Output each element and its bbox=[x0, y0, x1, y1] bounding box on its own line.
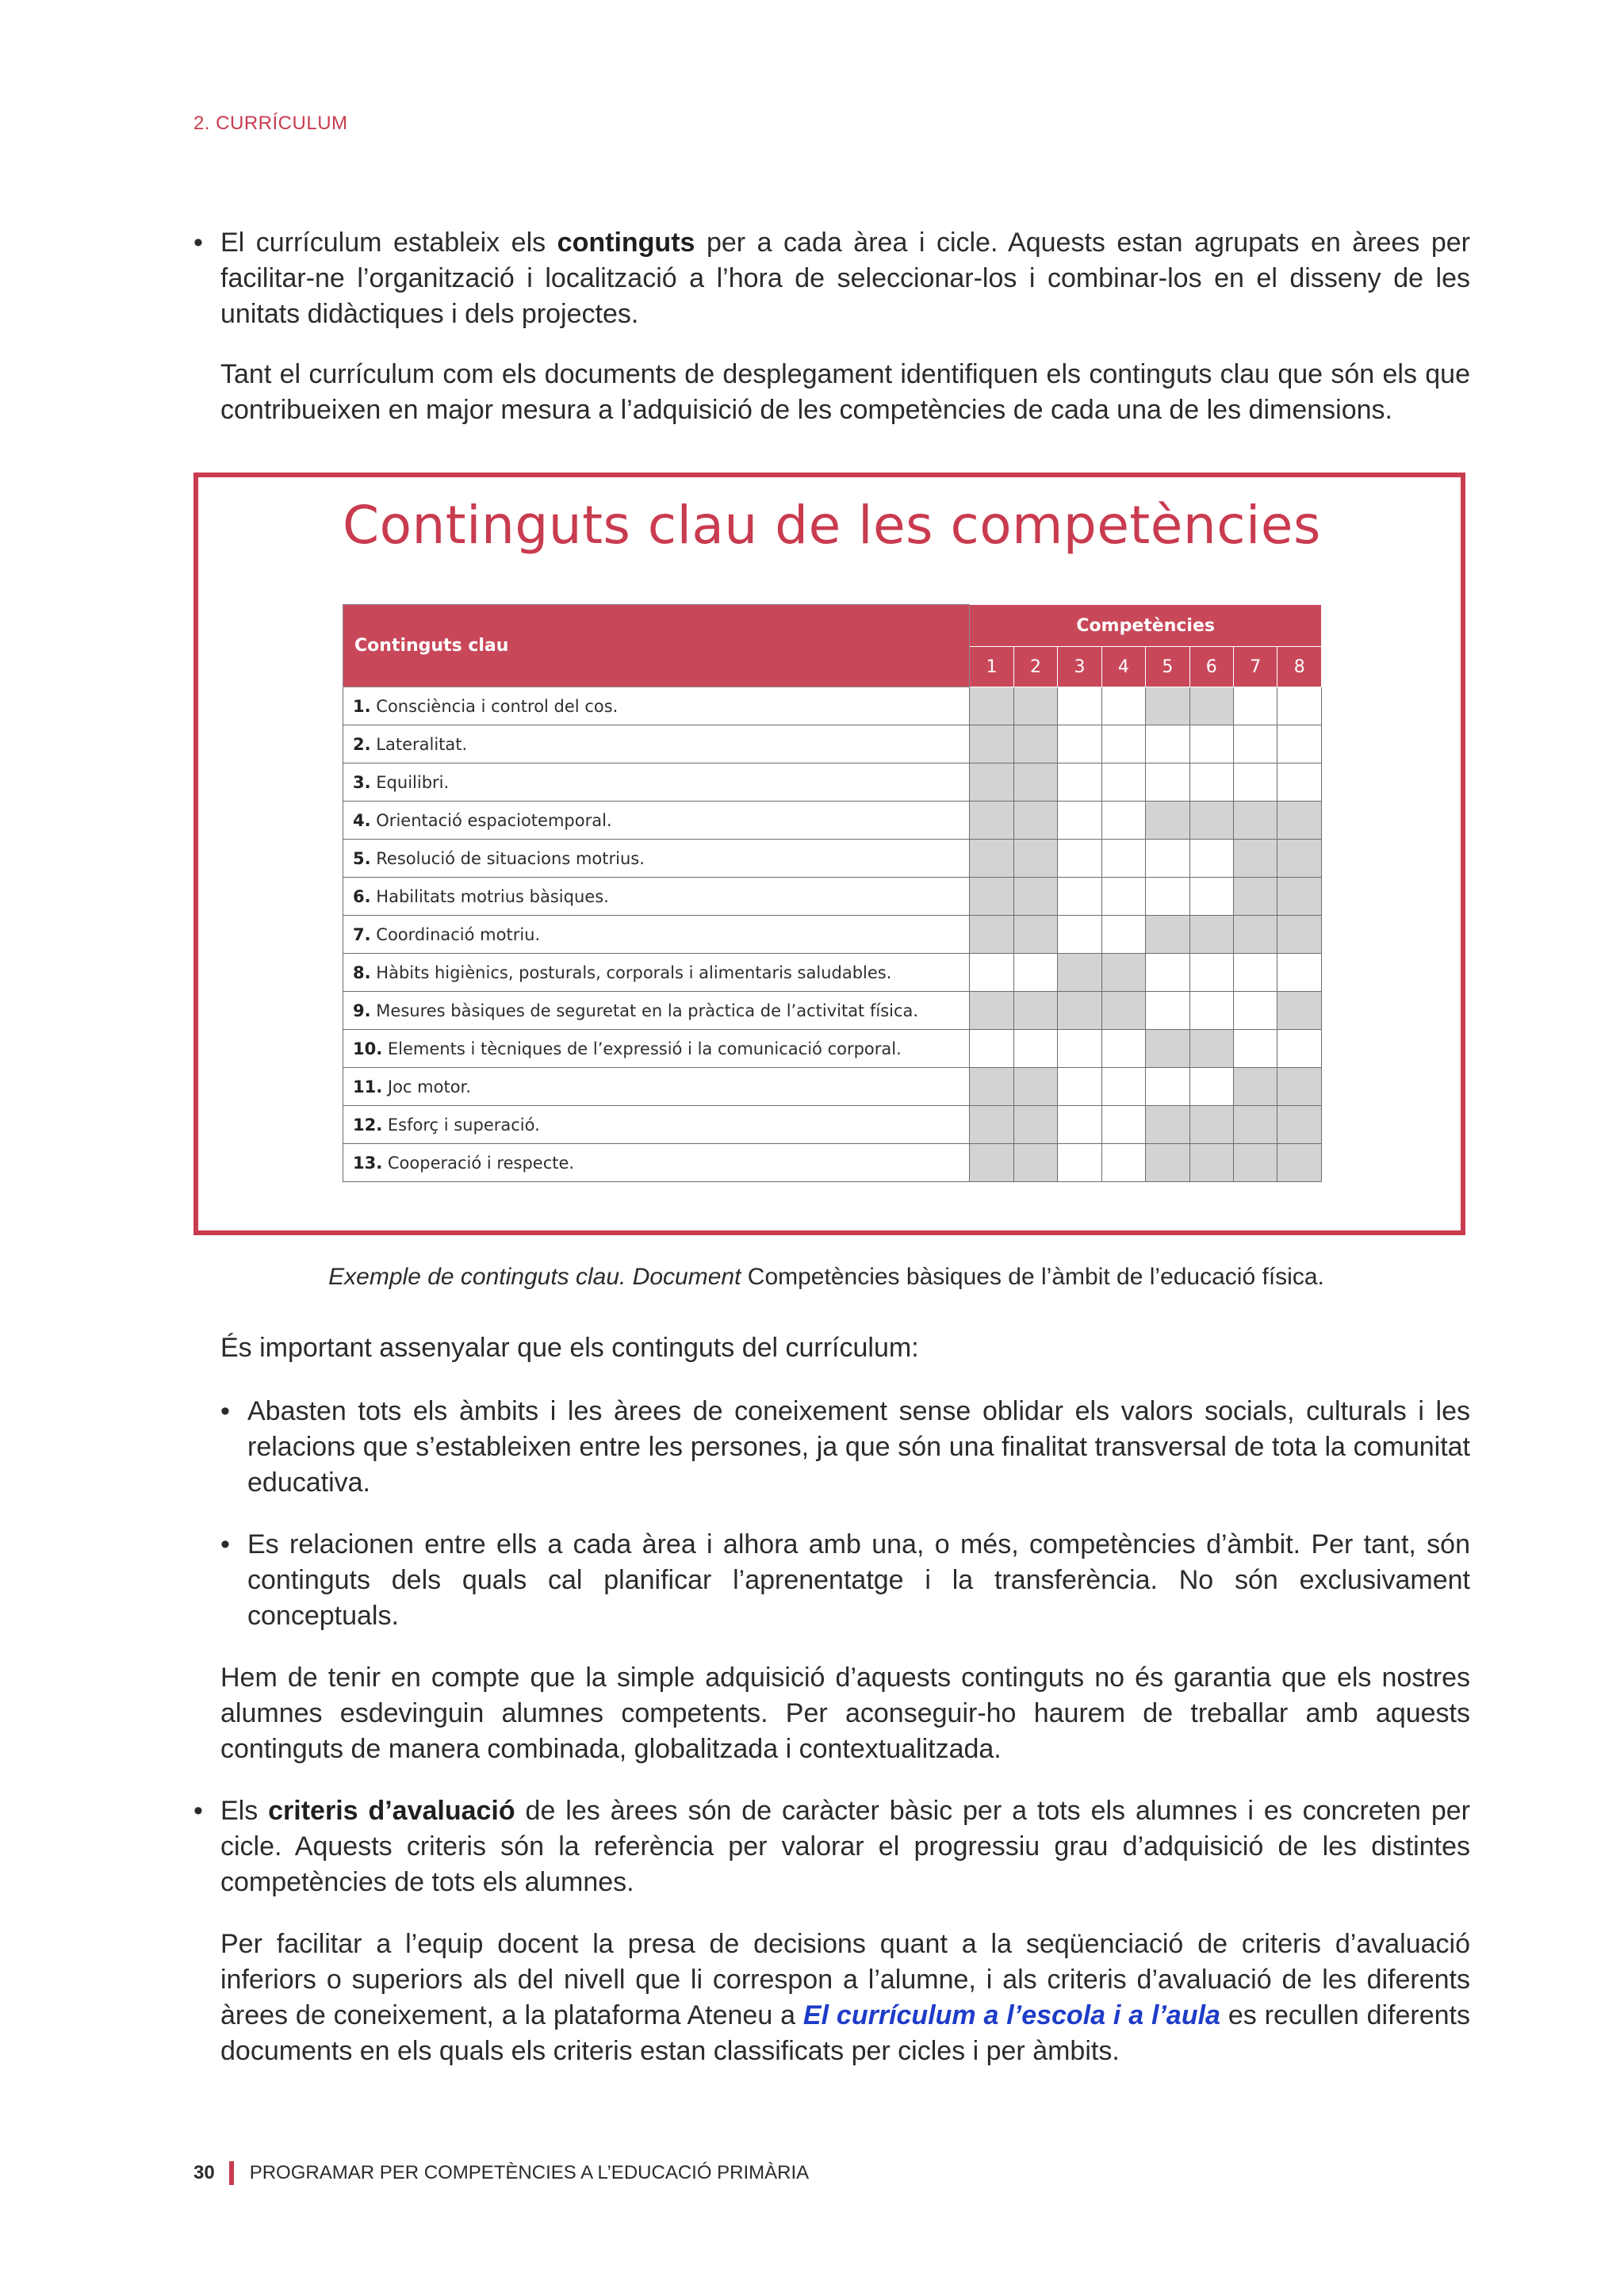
table-row bbox=[343, 954, 1322, 992]
empty-cell bbox=[1101, 802, 1145, 840]
empty-cell bbox=[1234, 725, 1277, 763]
marked-cell bbox=[1234, 878, 1277, 916]
bold-term: continguts bbox=[557, 228, 695, 258]
marked-cell bbox=[1058, 992, 1101, 1030]
marked-cell bbox=[1146, 802, 1189, 840]
table-row bbox=[343, 802, 1322, 840]
paragraph-garantia: Hem de tenir en compte que la simple adquisició d’aquests continguts no és garantia que els nostres alumnes esdevinguin alumnes competents. Per aconseguir-ho haurem de treballar amb aquests continguts de manera combinada, globalitzada i contextualitzada. bbox=[220, 1663, 1470, 1764]
marked-cell bbox=[970, 916, 1013, 954]
footer-title: PROGRAMAR PER COMPETÈNCIES A L’EDUCACIÓ PRIMÀRIA bbox=[249, 2162, 810, 2183]
marked-cell bbox=[1146, 1106, 1189, 1144]
empty-cell bbox=[1058, 1030, 1101, 1068]
bullet-marker: • bbox=[193, 1796, 203, 1826]
paragraph-ateneu: Per facilitar a l’equip docent la presa de decisions quant a la seqüenciació de criteris d’avaluació inferiors o superiors als del nivell que li correspon a l’alumne, i als criteris d’avaluació de les diferents àrees de coneixement, a la plataforma Ateneu a El currículum a l’escola i a l’aula es recullen diferents documents en els quals els criteris estan classificats per cicles i per àmbits. bbox=[220, 1929, 1470, 2066]
marked-cell bbox=[970, 687, 1013, 725]
table-row bbox=[343, 1144, 1322, 1182]
empty-cell bbox=[1234, 1030, 1277, 1068]
marked-cell bbox=[1234, 1068, 1277, 1106]
empty-cell bbox=[1058, 916, 1101, 954]
marked-cell bbox=[1146, 916, 1189, 954]
competence-number-8: 8 bbox=[1277, 647, 1322, 687]
marked-cell bbox=[1013, 1106, 1057, 1144]
empty-cell bbox=[1234, 687, 1277, 725]
marked-cell bbox=[1277, 878, 1322, 916]
empty-cell bbox=[1234, 992, 1277, 1030]
section-label: 2. CURRÍCULUM bbox=[193, 113, 348, 134]
marked-cell bbox=[1013, 1068, 1057, 1106]
row-label: 11. Joc motor. bbox=[343, 1068, 970, 1106]
empty-cell bbox=[1189, 840, 1233, 878]
empty-cell bbox=[1189, 763, 1233, 802]
row-label: 9. Mesures bàsiques de seguretat en la pràctica de l’activitat física. bbox=[343, 992, 970, 1030]
marked-cell bbox=[1189, 916, 1233, 954]
bullet-abasten: • Abasten tots els àmbits i les àrees de coneixement sense oblidar els valors socials, culturals i les relacions que s’estableixen entre les persones, ja que són una finalitat transversal de tota la comunitat educativa. bbox=[247, 1394, 1470, 1501]
marked-cell bbox=[970, 1068, 1013, 1106]
marked-cell bbox=[1277, 916, 1322, 954]
empty-cell bbox=[1277, 687, 1322, 725]
row-label: 13. Cooperació i respecte. bbox=[343, 1144, 970, 1182]
marked-cell bbox=[1189, 1144, 1233, 1182]
page-number: 30 bbox=[193, 2162, 215, 2183]
continguts-clau-table bbox=[343, 604, 1322, 1182]
row-label: 4. Orientació espaciotemporal. bbox=[343, 802, 970, 840]
table-row bbox=[343, 763, 1322, 802]
marked-cell bbox=[1058, 954, 1101, 992]
group-header-competencies: Competències bbox=[970, 605, 1322, 647]
marked-cell bbox=[1234, 916, 1277, 954]
row-label: 1. Consciència i control del cos. bbox=[343, 687, 970, 725]
table-row bbox=[343, 1106, 1322, 1144]
marked-cell bbox=[970, 1106, 1013, 1144]
table-row bbox=[343, 992, 1322, 1030]
marked-cell bbox=[1234, 1144, 1277, 1182]
marked-cell bbox=[1013, 802, 1057, 840]
empty-cell bbox=[970, 1030, 1013, 1068]
marked-cell bbox=[1277, 840, 1322, 878]
competence-number-2: 2 bbox=[1013, 647, 1057, 687]
competence-number-6: 6 bbox=[1189, 647, 1233, 687]
marked-cell bbox=[1146, 1144, 1189, 1182]
empty-cell bbox=[1101, 1030, 1145, 1068]
marked-cell bbox=[1101, 954, 1145, 992]
bullet-continguts: • El currículum estableix els continguts per a cada àrea i cicle. Aquests estan agrupats en àrees per facilitar-ne l’organització i localització a l’hora de seleccionar-los i combinar-los en el disseny de les unitats didàctiques i dels projectes. bbox=[220, 225, 1470, 332]
empty-cell bbox=[1146, 840, 1189, 878]
empty-cell bbox=[1101, 687, 1145, 725]
empty-cell bbox=[1146, 878, 1189, 916]
empty-cell bbox=[1058, 878, 1101, 916]
empty-cell bbox=[1058, 763, 1101, 802]
bullet-marker: • bbox=[220, 1529, 230, 1559]
empty-cell bbox=[1101, 1068, 1145, 1106]
empty-cell bbox=[1189, 992, 1233, 1030]
table-row bbox=[343, 687, 1322, 725]
marked-cell bbox=[1013, 763, 1057, 802]
bullet-relacionen: • Es relacionen entre ells a cada àrea i alhora amb una, o més, competències d’àmbit. Per tant, són continguts dels quals cal planificar l’aprenentatge i la transferència. No són exclusivament conceptuals. bbox=[247, 1527, 1470, 1634]
row-label: 5. Resolució de situacions motrius. bbox=[343, 840, 970, 878]
row-label: 12. Esforç i superació. bbox=[343, 1106, 970, 1144]
marked-cell bbox=[1189, 1030, 1233, 1068]
empty-cell bbox=[1101, 763, 1145, 802]
empty-cell bbox=[1058, 1144, 1101, 1182]
empty-cell bbox=[1234, 763, 1277, 802]
column-header-continguts: Continguts clau bbox=[343, 605, 970, 687]
table-row bbox=[343, 916, 1322, 954]
figure-caption: Exemple de continguts clau. Document Competències bàsiques de l’àmbit de l’educació física. bbox=[328, 1264, 1324, 1290]
marked-cell bbox=[1101, 992, 1145, 1030]
marked-cell bbox=[1013, 725, 1057, 763]
table-row bbox=[343, 1030, 1322, 1068]
table-row bbox=[343, 725, 1322, 763]
empty-cell bbox=[1277, 954, 1322, 992]
marked-cell bbox=[970, 763, 1013, 802]
empty-cell bbox=[1146, 992, 1189, 1030]
empty-cell bbox=[1146, 725, 1189, 763]
marked-cell bbox=[1013, 916, 1057, 954]
curriculum-link[interactable]: El currículum a l’escola i a l’aula bbox=[802, 2000, 1220, 2030]
competence-number-4: 4 bbox=[1101, 647, 1145, 687]
empty-cell bbox=[1058, 840, 1101, 878]
row-label: 8. Hàbits higiènics, posturals, corporals i alimentaris saludables. bbox=[343, 954, 970, 992]
empty-cell bbox=[970, 954, 1013, 992]
page-footer bbox=[193, 2161, 809, 2185]
empty-cell bbox=[1189, 878, 1233, 916]
marked-cell bbox=[1013, 840, 1057, 878]
figure-title: Continguts clau de les competències bbox=[343, 495, 1321, 556]
row-label: 6. Habilitats motrius bàsiques. bbox=[343, 878, 970, 916]
empty-cell bbox=[1189, 725, 1233, 763]
bullet-marker: • bbox=[220, 1396, 230, 1426]
empty-cell bbox=[1058, 687, 1101, 725]
marked-cell bbox=[1234, 802, 1277, 840]
empty-cell bbox=[1058, 725, 1101, 763]
marked-cell bbox=[1013, 687, 1057, 725]
marked-cell bbox=[1189, 1106, 1233, 1144]
empty-cell bbox=[1058, 802, 1101, 840]
table-row bbox=[343, 878, 1322, 916]
empty-cell bbox=[1277, 1030, 1322, 1068]
competence-number-7: 7 bbox=[1234, 647, 1277, 687]
paragraph-continguts-clau: Tant el currículum com els documents de desplegament identifiquen els continguts clau que són els que contribueixen en major mesura a l’adquisició de les competències de cada una de les dimensions. bbox=[220, 359, 1470, 425]
marked-cell bbox=[970, 992, 1013, 1030]
empty-cell bbox=[1101, 878, 1145, 916]
table-row bbox=[343, 840, 1322, 878]
marked-cell bbox=[970, 878, 1013, 916]
empty-cell bbox=[1189, 954, 1233, 992]
bold-term: criteris d’avaluació bbox=[268, 1796, 515, 1826]
bullet-marker: • bbox=[193, 228, 203, 258]
marked-cell bbox=[1277, 1144, 1322, 1182]
paragraph-important: És important assenyalar que els continguts del currículum: bbox=[220, 1333, 919, 1363]
marked-cell bbox=[1013, 878, 1057, 916]
row-label: 2. Lateralitat. bbox=[343, 725, 970, 763]
marked-cell bbox=[1189, 687, 1233, 725]
empty-cell bbox=[1146, 954, 1189, 992]
marked-cell bbox=[1234, 840, 1277, 878]
empty-cell bbox=[1013, 1030, 1057, 1068]
empty-cell bbox=[1013, 954, 1057, 992]
row-label: 3. Equilibri. bbox=[343, 763, 970, 802]
empty-cell bbox=[1277, 725, 1322, 763]
table-row bbox=[343, 1068, 1322, 1106]
empty-cell bbox=[1146, 1068, 1189, 1106]
empty-cell bbox=[1189, 1068, 1233, 1106]
marked-cell bbox=[1013, 1144, 1057, 1182]
marked-cell bbox=[1277, 992, 1322, 1030]
marked-cell bbox=[1146, 687, 1189, 725]
marked-cell bbox=[1277, 1106, 1322, 1144]
row-label: 7. Coordinació motriu. bbox=[343, 916, 970, 954]
empty-cell bbox=[1234, 954, 1277, 992]
row-label: 10. Elements i tècniques de l’expressió i la comunicació corporal. bbox=[343, 1030, 970, 1068]
competence-number-3: 3 bbox=[1058, 647, 1101, 687]
marked-cell bbox=[1189, 802, 1233, 840]
marked-cell bbox=[970, 840, 1013, 878]
competence-number-1: 1 bbox=[970, 647, 1013, 687]
marked-cell bbox=[970, 1144, 1013, 1182]
competence-number-5: 5 bbox=[1146, 647, 1189, 687]
empty-cell bbox=[1101, 1144, 1145, 1182]
empty-cell bbox=[1101, 1106, 1145, 1144]
footer-divider bbox=[229, 2161, 234, 2185]
marked-cell bbox=[1146, 1030, 1189, 1068]
bullet-criteris: • Els criteris d’avaluació de les àrees són de caràcter bàsic per a tots els alumnes i es concreten per cicle. Aquests criteris són la referència per valorar el progressiu grau d’adquisició de les distintes competències de tots els alumnes. bbox=[220, 1793, 1470, 1900]
marked-cell bbox=[970, 725, 1013, 763]
empty-cell bbox=[1058, 1106, 1101, 1144]
marked-cell bbox=[1277, 802, 1322, 840]
empty-cell bbox=[1101, 840, 1145, 878]
empty-cell bbox=[1101, 725, 1145, 763]
empty-cell bbox=[1101, 916, 1145, 954]
marked-cell bbox=[1234, 1106, 1277, 1144]
marked-cell bbox=[1013, 992, 1057, 1030]
marked-cell bbox=[1277, 1068, 1322, 1106]
empty-cell bbox=[1058, 1068, 1101, 1106]
empty-cell bbox=[1146, 763, 1189, 802]
empty-cell bbox=[1277, 763, 1322, 802]
marked-cell bbox=[970, 802, 1013, 840]
